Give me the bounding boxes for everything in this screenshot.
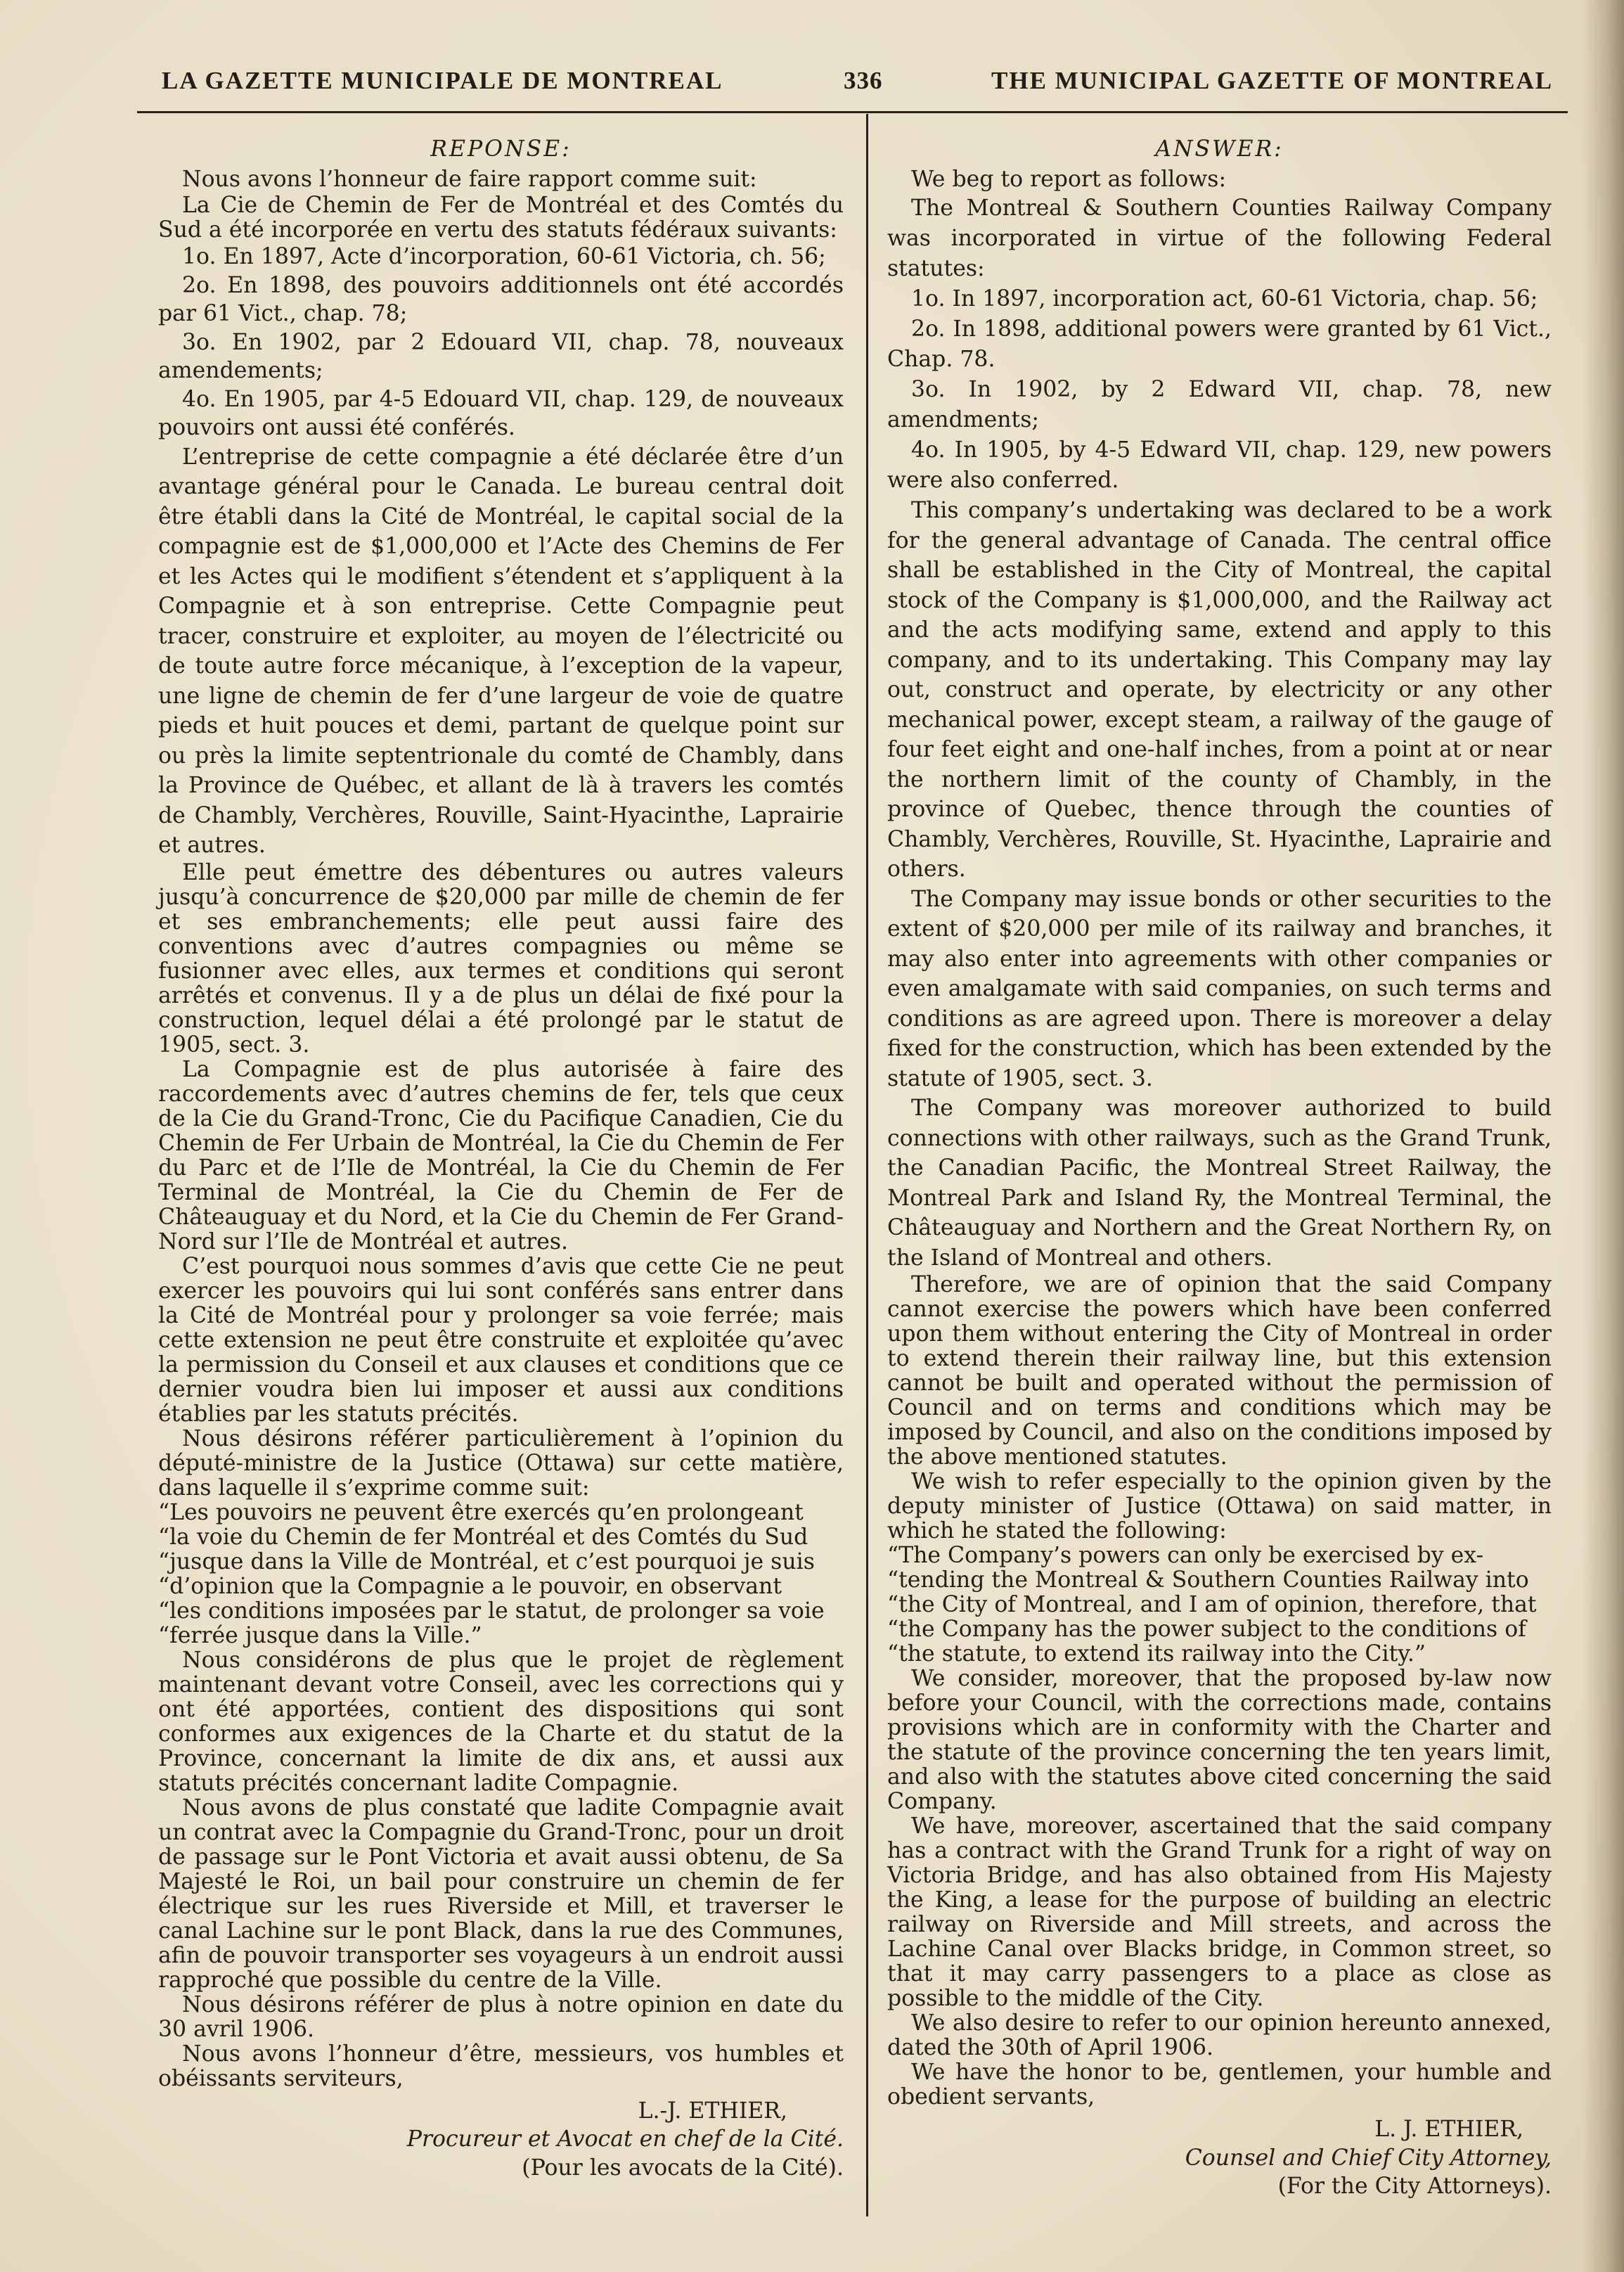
french-paragraph: 3o. En 1902, par 2 Edouard VII, chap. 78, nouveaux amendements;	[158, 329, 844, 383]
french-paragraph: Nous désirons référer de plus à notre opinion en date du 30 avril 1906.	[158, 1991, 844, 2042]
english-paragraph: 4o. In 1905, by 4-5 Edward VII, chap. 129, new powers were also conferred.	[887, 437, 1552, 493]
english-signature-title: Counsel and Chief City Attorney,	[1185, 2145, 1552, 2171]
english-paragraph: 3o. In 1902, by 2 Edward VII, chap. 78, new amendments;	[887, 377, 1552, 432]
english-paragraph: The Company was moreover authorized to build connections with other railways, such as the Grand Trunk, the Canadian Pacific, the Montreal Street Railway, the Montreal Park and Island Ry, the Montreal Terminal, the Châteauguay and Northern and the Great Northern Ry, on the Island of Montreal and others.	[887, 1096, 1552, 1271]
english-quote-line: “the City of Montreal, and I am of opinion, therefore, that	[887, 1592, 1537, 1617]
french-signature-note: (Pour les avocats de la Cité).	[522, 2155, 844, 2181]
french-paragraph: Elle peut émettre des débentures ou autres valeurs jusqu’à concurrence de $20,000 par mille de chemin de fer et ses embranchements; elle peut aussi faire des conventions avec d’autres compagnies ou même se fusionner avec elles, aux termes et conditions qui seront arrêtés et convenus. Il y a de plus un délai de fixé pour la construction, lequel délai a été prolongé par le statut de 1905, sect. 3.	[158, 859, 844, 1058]
english-quote-line: “the statute, to extend its railway into the City.”	[887, 1641, 1426, 1667]
english-paragraph: We beg to report as follows:	[911, 166, 1227, 192]
french-paragraph: Nous considérons de plus que le projet de règlement maintenant devant votre Conseil, avec les corrections qui y ont été apportées, contient des dispositions qui sont conformes aux exigences de la Charte et du statut de la Province, concernant la limite de dix ans, et aussi aux statuts précités concernant ladite Compagnie.	[158, 1647, 844, 1796]
english-paragraph: 1o. In 1897, incorporation act, 60-61 Victoria, chap. 56;	[911, 286, 1538, 312]
english-signature-name: L. J. ETHIER,	[1374, 2117, 1523, 2142]
french-signature	[158, 2097, 844, 2183]
french-paragraph: Nous désirons référer particulièrement à l’opinion du député-ministre de la Justice (Ottawa) sur cette matière, dans laquelle il s’exprime comme suit:	[158, 1425, 844, 1501]
english-paragraph: We wish to refer especially to the opinion given by the deputy minister of Justice (Ottawa) on said matter, in which he stated the following:	[887, 1469, 1552, 1543]
english-paragraph: Therefore, we are of opinion that the said Company cannot exercise the powers which have been conferred upon them without entering the City of Montreal in order to extend therein their railway line, but this extension cannot be built and operated without the permission of Council and on terms and conditions which may be imposed by Council, and also on the conditions imposed by the above mentioned statutes.	[887, 1272, 1552, 1470]
english-paragraph: We consider, moreover, that the proposed by-law now before your Council, with the corrections made, contains provisions which are in conformity with the Charter and the statute of the province concerning the ten years limit, and also with the statutes above cited concerning the said Company.	[887, 1666, 1552, 1814]
french-paragraph: 2o. En 1898, des pouvoirs additionnels ont été accordés par 61 Vict., chap. 78;	[158, 272, 844, 326]
english-paragraph: We have the honor to be, gentlemen, your humble and obedient servants,	[887, 2060, 1552, 2110]
page-edge-shadow	[1582, 0, 1624, 2272]
page-number: 336	[844, 67, 883, 94]
french-paragraph: La Compagnie est de plus autorisée à faire des raccordements avec d’autres chemins de fer, tels que ceux de la Cie du Grand-Tronc, Cie du Pacifique Canadien, Cie du Chemin de Fer Urbain de Montréal, la Cie du Chemin de Fer du Parc et de l’Ile de Montréal, la Cie du Chemin de Fer Terminal de Montréal, la Cie du Chemin de Fer de Châteauguay et du Nord, et la Cie du Chemin de Fer Grand-Nord sur l’Ile de Montréal et autres.	[158, 1056, 844, 1254]
english-signature	[887, 2115, 1552, 2201]
english-paragraph: We have, moreover, ascertained that the said company has a contract with the Grand Trunk for a right of way on Victoria Bridge, and has also obtained from His Majesty the King, a lease for the purpose of building an electric railway on Riverside and Mill streets, and across the Lachine Canal over Blacks bridge, in Common street, so that it may carry passengers to a place as close as possible to the middle of the City.	[887, 1814, 1552, 2011]
header-english-title: THE MUNICIPAL GAZETTE OF MONTREAL	[991, 67, 1554, 94]
french-signature-title: Procureur et Avocat en chef de la Cité.	[406, 2126, 844, 2152]
header-rule	[137, 111, 1568, 113]
english-quote-line: “the Company has the power subject to the conditions of	[887, 1617, 1526, 1642]
french-signature-name: L.-J. ETHIER,	[638, 2098, 787, 2124]
french-paragraph: 1o. En 1897, Acte d’incorporation, 60-61 Victoria, ch. 56;	[182, 244, 826, 269]
french-quote-line: “Les pouvoirs ne peuvent être exercés qu’en prolongeant	[158, 1499, 804, 1525]
header-french-title: LA GAZETTE MUNICIPALE DE MONTREAL	[162, 67, 723, 94]
french-quote-line: “ferrée jusque dans la Ville.”	[158, 1622, 482, 1648]
french-paragraph: La Cie de Chemin de Fer de Montréal et des Comtés du Sud a été incorporée en vertu des statuts fédéraux suivants:	[158, 193, 844, 243]
french-paragraph: Nous avons l’honneur de faire rapport comme suit:	[182, 166, 757, 192]
english-quote	[887, 1543, 1552, 1667]
english-paragraph: The Company may issue bonds or other securities to the extent of $20,000 per mile of its railway and branches, it may also enter into agreements with other companies or even amalgamate with said companies, on such terms and conditions as are agreed upon. There is moreover a delay fixed for the construction, which has been extended by the statute of 1905, sect. 3.	[887, 886, 1552, 1091]
page-header	[162, 67, 1561, 102]
french-paragraph: Nous avons de plus constaté que ladite Compagnie avait un contrat avec la Compagnie du Grand-Tronc, pour un droit de passage sur le Pont Victoria et avait aussi obtenu, de Sa Majesté le Roi, un bail pour construire un chemin de fer électrique sur les rues Riverside et Mill, et traverser le canal Lachine sur le pont Black, dans la rue des Communes, afin de pouvoir transporter ses voyageurs à un endroit aussi rapproché que possible du centre de la Ville.	[158, 1795, 844, 1993]
english-paragraph: We also desire to refer to our opinion hereunto annexed, dated the 30th of April 1906.	[887, 2010, 1552, 2060]
english-paragraph: The Montreal & Southern Counties Railway Company was incorporated in virtue of the following Federal statutes:	[887, 195, 1552, 281]
french-paragraph: C’est pourquoi nous sommes d’avis que cette Cie ne peut exercer les pouvoirs qui lui sont conférés sans entrer dans la Cité de Montréal pour y prolonger sa voie ferrée; mais cette extension ne peut être construite et exploitée qu’avec la permission du Conseil et aux clauses et conditions que ce dernier voudra bien lui imposer et aussi aux conditions établies par les statuts précités.	[158, 1253, 844, 1427]
english-paragraph: This company’s undertaking was declared to be a work for the general advantage of Canada. The central office shall be established in the City of Montreal, the capital stock of the Company is $1,000,000, and the Railway act and the acts modifying same, extend and apply to this company, and to its undertaking. This Company may lay out, construct and operate, by electricity or any other mechanical power, except steam, a railway of the gauge of four feet eight and one-half inches, from a point at or near the northern limit of the county of Chambly, in the province of Quebec, thence through the counties of Chambly, Verchères, Rouville, St. Hyacinthe, Laprairie and others.	[887, 498, 1552, 882]
french-paragraph: Nous avons l’honneur d’être, messieurs, vos humbles et obéissants serviteurs,	[158, 2041, 844, 2091]
french-paragraph: L’entreprise de cette compagnie a été déclarée être d’un avantage général pour le Canada. Le bureau central doit être établi dans la Cité de Montréal, le capital social de la compagnie est de $1,000,000 et l’Acte des Chemins de Fer et les Actes qui le modifient s’étendent et s’appliquent à la Compagnie et à son entreprise. Cette Compagnie peut tracer, construire et exploiter, au moyen de l’électricité ou de toute autre force mécanique, à l’exception de la vapeur, une ligne de chemin de fer d’une largeur de voie de quatre pieds et huit pouces et demi, partant de quelque point sur ou près la limite septentrionale du comté de Chambly, dans la Province de Québec, et allant de là à travers les comtés de Chambly, Verchères, Rouville, Saint-Hyacinthe, Laprairie et autres.	[158, 444, 844, 858]
french-quote	[158, 1501, 844, 1648]
english-quote-line: “The Company’s powers can only be exercised by ex-	[887, 1543, 1484, 1568]
french-heading: REPONSE:	[430, 136, 572, 162]
french-quote-line: “d’opinion que la Compagnie a le pouvoir, en observant	[158, 1573, 782, 1599]
english-heading: ANSWER:	[1155, 136, 1284, 162]
french-quote-line: “jusque dans la Ville de Montréal, et c’est pourquoi je suis	[158, 1548, 815, 1574]
column-divider	[866, 114, 868, 2216]
french-quote-line: “les conditions imposées par le statut, de prolonger sa voie	[158, 1598, 825, 1624]
french-quote-line: “la voie du Chemin de fer Montréal et des Comtés du Sud	[158, 1524, 808, 1550]
english-signature-note: (For the City Attorneys).	[1277, 2174, 1552, 2199]
english-quote-line: “tending the Montreal & Southern Counties Railway into	[887, 1567, 1529, 1593]
english-paragraph: 2o. In 1898, additional powers were granted by 61 Vict., Chap. 78.	[887, 316, 1552, 372]
french-column	[158, 135, 844, 2182]
english-column	[887, 135, 1552, 2201]
french-paragraph: 4o. En 1905, par 4-5 Edouard VII, chap. 129, de nouveaux pouvoirs ont aussi été conférés.	[158, 386, 844, 440]
